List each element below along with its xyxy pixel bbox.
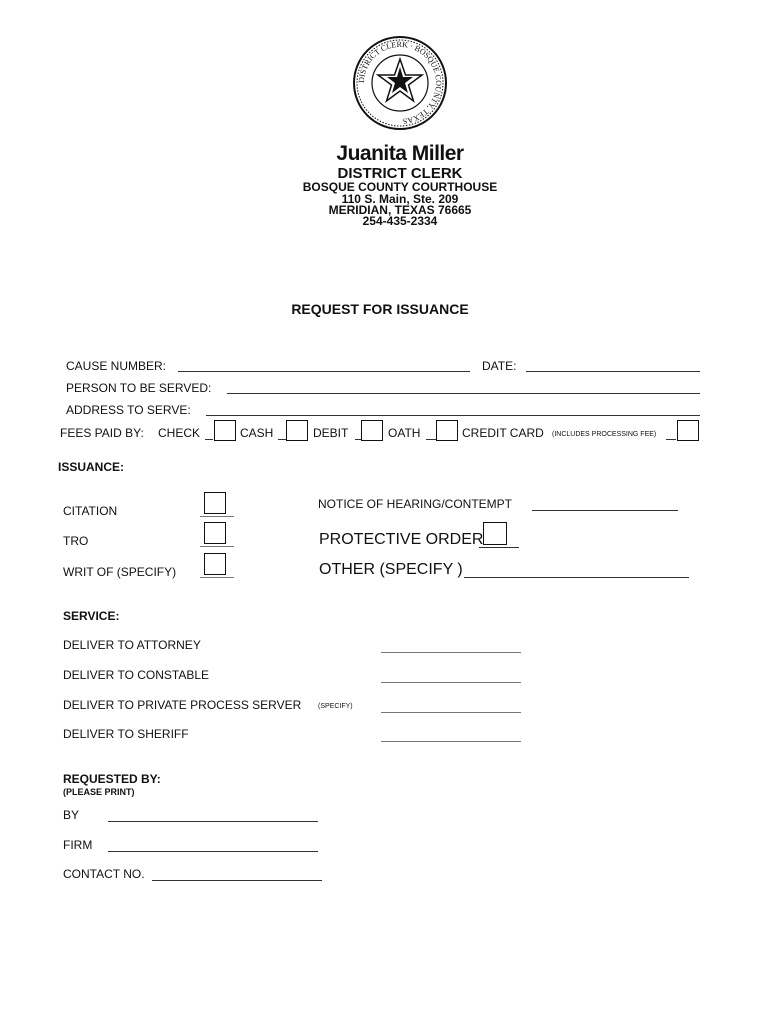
debit-checkbox[interactable] — [361, 420, 383, 441]
deliver-sheriff-field[interactable] — [381, 741, 521, 742]
person-to-serve-field[interactable] — [227, 393, 700, 394]
deliver-attorney-label: DELIVER TO ATTORNEY — [63, 638, 201, 652]
by-field[interactable] — [108, 821, 318, 822]
deliver-private-field[interactable] — [381, 712, 521, 713]
cash-checkbox[interactable] — [286, 420, 308, 441]
check-label: CHECK — [158, 426, 201, 440]
date-label: DATE: — [482, 359, 517, 373]
cash-label: CASH — [240, 426, 274, 440]
notice-of-hearing-label: NOTICE OF HEARING/CONTEMPT — [318, 497, 513, 511]
seal-text: DISTRICT CLERK · BOSQUE COUNTY, TEXAS — [356, 39, 444, 126]
please-print-note: (PLEASE PRINT) — [63, 787, 135, 797]
other-specify-label: OTHER (SPECIFY ) — [319, 561, 463, 578]
county-seal-logo — [352, 35, 448, 131]
contact-field[interactable] — [152, 880, 322, 881]
credit-card-underline — [666, 439, 676, 440]
notice-of-hearing-field[interactable] — [532, 510, 678, 511]
cash-underline — [278, 439, 286, 440]
address-to-serve-field[interactable] — [206, 415, 700, 416]
writ-underline — [200, 577, 234, 578]
credit-card-note: (INCLUDES PROCESSING FEE) — [552, 431, 657, 438]
address-to-serve-label: ADDRESS TO SERVE: — [66, 403, 191, 417]
cause-number-label: CAUSE NUMBER: — [66, 359, 167, 373]
clerk-name: Juanita Miller — [336, 142, 464, 165]
issuance-heading: ISSUANCE: — [58, 460, 125, 474]
credit-card-label: CREDIT CARD — [462, 426, 544, 440]
writ-label: WRIT OF (SPECIFY) — [63, 565, 177, 579]
debit-label: DEBIT — [313, 426, 349, 440]
street-address: 110 S. Main, Ste. 209 — [341, 192, 459, 206]
deliver-private-label: DELIVER TO PRIVATE PROCESS SERVER — [63, 698, 302, 712]
other-specify-field[interactable] — [464, 577, 689, 578]
cause-number-field[interactable] — [178, 371, 470, 372]
clerk-office: DISTRICT CLERK — [337, 165, 463, 182]
tro-label: TRO — [63, 534, 89, 548]
courthouse-name: BOSQUE COUNTY COURTHOUSE — [302, 180, 498, 194]
citation-checkbox[interactable] — [204, 492, 226, 514]
fees-paid-label: FEES PAID BY: — [60, 426, 144, 440]
firm-label: FIRM — [63, 838, 93, 852]
phone-number: 254-435-2334 — [362, 214, 438, 228]
deliver-sheriff-label: DELIVER TO SHERIFF — [63, 727, 189, 741]
oath-label: OATH — [388, 426, 421, 440]
deliver-private-note: (SPECIFY) — [318, 703, 353, 710]
contact-label: CONTACT NO. — [63, 867, 145, 881]
check-underline — [205, 439, 213, 440]
deliver-attorney-field[interactable] — [381, 652, 521, 653]
requested-by-heading: REQUESTED BY: — [63, 772, 161, 786]
credit-card-checkbox[interactable] — [677, 420, 699, 441]
oath-checkbox[interactable] — [436, 420, 458, 441]
tro-checkbox[interactable] — [204, 522, 226, 544]
tro-underline — [200, 546, 234, 547]
check-checkbox[interactable] — [214, 420, 236, 441]
firm-field[interactable] — [108, 851, 318, 852]
person-to-serve-label: PERSON TO BE SERVED: — [66, 381, 212, 395]
protective-order-checkbox[interactable] — [483, 522, 507, 545]
service-heading: SERVICE: — [63, 609, 120, 623]
writ-checkbox[interactable] — [204, 553, 226, 575]
protective-order-label: PROTECTIVE ORDER — [319, 531, 484, 548]
form-title: REQUEST FOR ISSUANCE — [291, 301, 469, 317]
oath-underline — [426, 439, 436, 440]
citation-label: CITATION — [63, 504, 118, 518]
city-address: MERIDIAN, TEXAS 76665 — [328, 203, 472, 217]
by-label: BY — [63, 808, 80, 822]
deliver-constable-label: DELIVER TO CONSTABLE — [63, 668, 210, 682]
protective-order-underline — [479, 547, 519, 548]
citation-underline — [200, 516, 234, 517]
deliver-constable-field[interactable] — [381, 682, 521, 683]
date-field[interactable] — [526, 371, 700, 372]
